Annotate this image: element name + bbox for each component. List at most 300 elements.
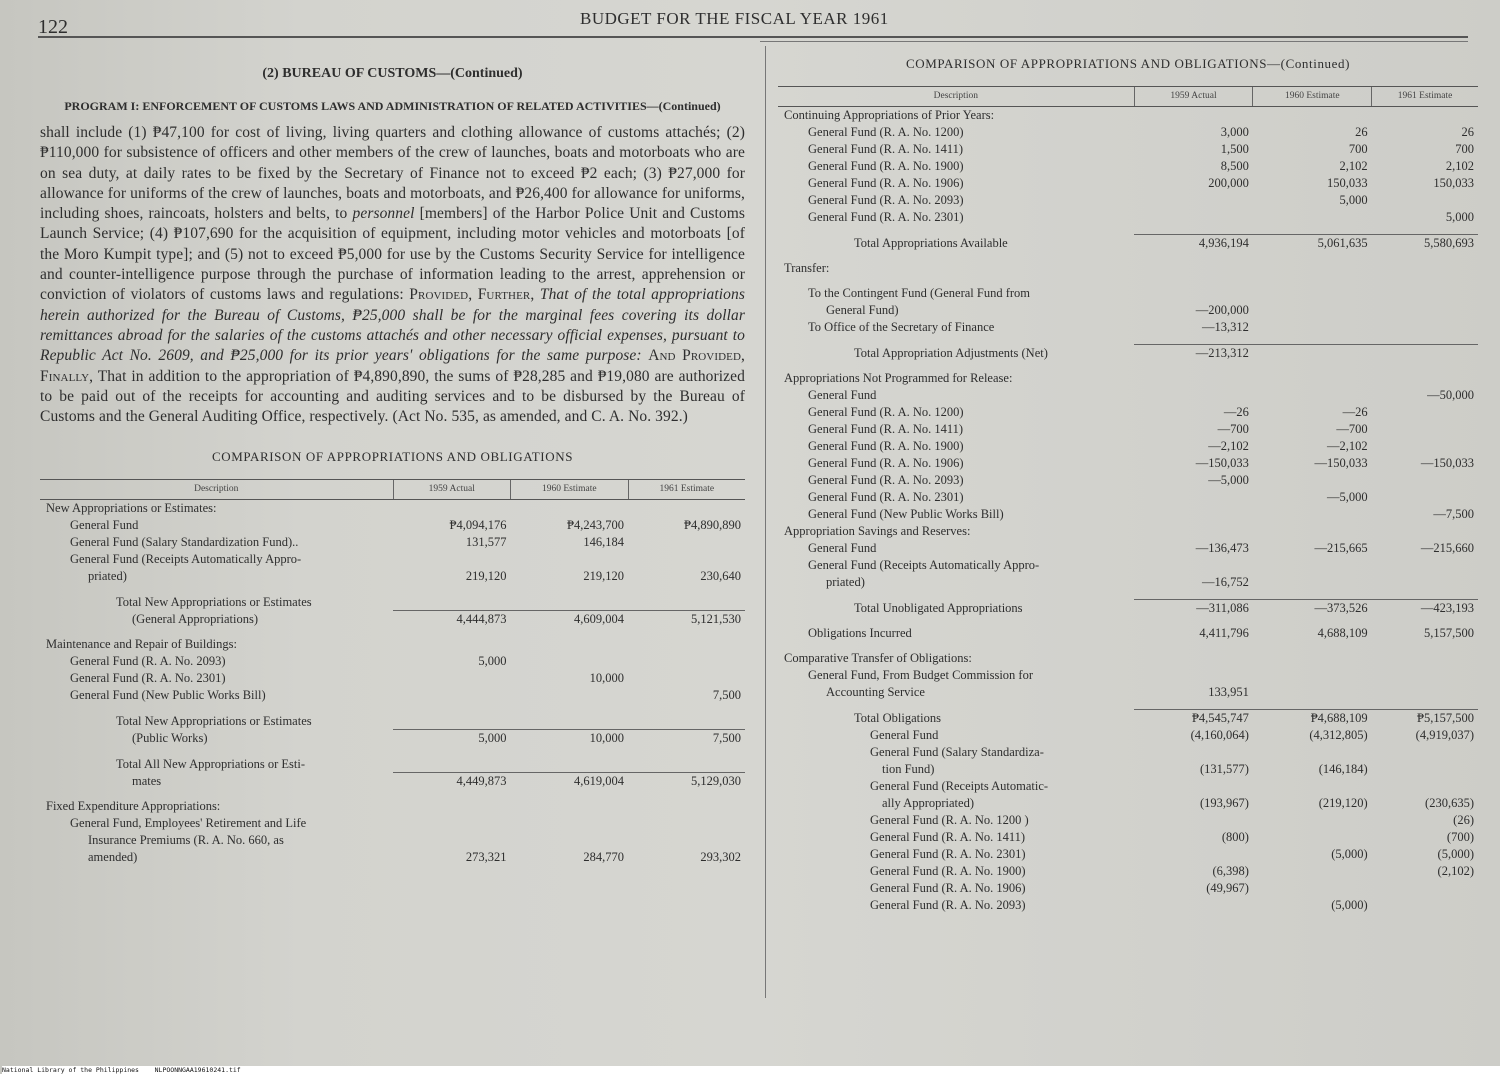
row-description: Comparative Transfer of Obligations: [784,651,972,665]
value-1961 [1372,650,1478,667]
value-1961 [1372,778,1478,795]
row-description: Total Appropriation Adjustments (Net) [854,346,1048,360]
value-1960: 284,770 [583,850,624,865]
value-1960: 5,000 [1339,193,1368,207]
comparison-title: COMPARISON OF APPROPRIATIONS AND OBLIGATIONS [211,449,574,465]
row-description: General Fund (Salary Standardization Fund).. [70,535,299,550]
row-description: General Fund (R. A. No. 1900) [870,864,1026,878]
value-1961 [628,832,745,849]
table-row [778,421,1478,438]
row-description: New Appropriations or Estimates: [46,501,217,516]
row-description: General Fund (R. A. No. 2093) [808,193,964,207]
value-1959: 8,500 [1220,159,1249,173]
value-1960: —5,000 [1327,490,1368,504]
value-1959 [393,551,511,568]
table-row [40,832,745,849]
value-1959 [1134,260,1253,277]
value-1961: 26 [1461,125,1474,139]
value-1960 [1253,345,1372,363]
value-1961 [1372,897,1478,914]
value-1960 [1253,260,1372,277]
value-1960: (146,184) [1318,762,1368,776]
value-1959: —16,752 [1202,575,1249,589]
value-1961 [1372,523,1478,540]
value-1959: 200,000 [1208,176,1249,190]
value-1959 [1134,370,1253,387]
header-rule [38,36,1468,38]
table-row [778,812,1478,829]
value-1959 [393,755,511,773]
row-description: mates [132,774,162,789]
row-description: Maintenance and Repair of Buildings: [46,637,237,652]
program-title: PROGRAM I: ENFORCEMENT OF CUSTOMS LAWS AND ADMINISTRATION OF RELATED ACTIVITIES—(Continued) [64,99,721,113]
table-row [778,260,1478,277]
table-row [778,455,1478,472]
table-row [778,667,1478,684]
appropriations-table-left [40,479,745,866]
row-description: General Fund (R. A. No. 1411) [808,142,964,156]
value-1959 [1134,897,1253,914]
value-1959 [1134,650,1253,667]
value-1959: 4,444,873 [393,611,511,629]
row-description: General Fund (Salary Standardiza- [870,745,1044,759]
table-row [40,849,745,866]
row-description: General Fund [870,728,939,742]
value-1961 [1372,761,1478,778]
table-row [778,744,1478,761]
value-1961: 5,000 [1445,210,1474,224]
value-1959: —311,086 [1134,600,1253,618]
section-title: (2) BUREAU OF CUSTOMS—(Continued) [262,66,523,81]
value-1961 [1372,107,1478,125]
table-row [40,611,745,629]
row-description: General Fund) [826,303,899,317]
table-row [778,523,1478,540]
row-description: priated) [826,575,865,589]
value-1961 [1372,260,1478,277]
row-description: General Fund (R. A. No. 2093) [808,473,964,487]
value-1961: 7,500 [628,730,745,748]
row-description: (Public Works) [132,731,208,746]
table-row [778,209,1478,226]
table-row [778,302,1478,319]
row-description: General Fund (R. A. No. 1900) [808,159,964,173]
table-row [778,387,1478,404]
value-1959: —700 [1217,422,1249,436]
value-1960 [1253,667,1372,684]
value-1960: 4,688,109 [1317,626,1368,640]
value-1960 [1253,812,1372,829]
table-row [40,500,745,518]
row-description: General Fund (R. A. No. 1906) [808,176,964,190]
value-1960 [1253,829,1372,846]
table-row [778,285,1478,302]
value-1960 [1253,744,1372,761]
table-row [778,345,1478,363]
table-row [778,235,1478,253]
spacer-row [40,585,745,593]
col-header-1959: 1959 Actual [1134,87,1253,107]
row-description: General Fund [70,518,139,533]
col-header-1959: 1959 Actual [393,480,511,500]
value-1959 [393,687,511,704]
table-row [40,670,745,687]
value-1959 [1134,285,1253,302]
value-1960 [511,798,629,815]
value-1960 [1253,880,1372,897]
value-1959: —136,473 [1195,541,1249,555]
value-1960: —150,033 [1314,456,1368,470]
row-description: General Fund (R. A. No. 1200) [808,405,964,419]
row-description: General Fund (Receipts Automatically Appro- [808,558,1040,572]
value-1959: 5,000 [393,730,511,748]
value-1961 [1372,557,1478,574]
para-text-2: [members] of the Harbor Police Unit and Customs Launch Service; (4) ₱107,690 for the acquisition of equipment, including motor vehicles and motorboats [of the Moro Kumpit type]; and (5) not to exceed ₱5,000 for use by the Customs Security Service for intelligence and counter-intelligence purpose through the purchase of information leading to the arrest, apprehension or conviction of violators of customs laws and regulations: [40,205,746,304]
value-1960 [511,636,629,653]
value-1961: 5,121,530 [628,611,745,629]
value-1960 [511,551,629,568]
table-row [778,863,1478,880]
table-row [40,568,745,585]
spacer-row [40,628,745,636]
table-row [40,534,745,551]
value-1959: (4,160,064) [1190,728,1249,742]
left-column [40,60,745,866]
table-row [778,141,1478,158]
value-1959: (193,967) [1199,796,1249,810]
row-description: General Fund (New Public Works Bill) [70,688,266,703]
row-description: General Fund (R. A. No. 1411) [808,422,964,436]
value-1960 [511,593,629,611]
value-1960 [1253,778,1372,795]
row-description: Total Obligations [854,711,941,725]
page-title: BUDGET FOR THE FISCAL YEAR 1961 [580,9,889,28]
spacer-row [778,226,1478,235]
value-1961 [1372,574,1478,591]
row-description: Total New Appropriations or Estimates [116,713,312,728]
table-row [778,489,1478,506]
col-header-1960: 1960 Estimate [1253,87,1372,107]
value-1961: —50,000 [1427,388,1474,402]
row-description: Total New Appropriations or Estimates [116,594,312,609]
body-paragraph [40,123,745,427]
value-1961 [1372,472,1478,489]
value-1960 [1253,209,1372,226]
value-1961: 150,033 [1433,176,1474,190]
row-description: tion Fund) [882,762,935,776]
value-1960: 5,061,635 [1253,235,1372,253]
value-1959: 4,936,194 [1134,235,1253,253]
value-1961: 230,640 [700,569,741,584]
row-description: General Fund (R. A. No. 1906) [870,881,1026,895]
value-1959 [1134,387,1253,404]
table-row [778,625,1478,642]
row-description: amended) [88,850,138,865]
table-row [778,370,1478,387]
row-description: General Fund, From Budget Commission for [808,668,1033,682]
table-row [778,795,1478,812]
table-row [778,650,1478,667]
value-1960 [1253,302,1372,319]
value-1959: (131,577) [1199,762,1249,776]
value-1960 [511,832,629,849]
column-divider [765,46,766,998]
value-1959: 219,120 [465,569,507,584]
value-1960: —215,665 [1314,541,1368,555]
value-1959 [393,593,511,611]
table-row [778,684,1478,701]
value-1960: ₱4,688,109 [1253,710,1372,728]
table-row [778,192,1478,209]
value-1960 [511,712,629,730]
table-row [778,124,1478,141]
value-1959 [393,670,511,687]
table-row [778,600,1478,618]
table-row [778,438,1478,455]
row-description: General Fund (R. A. No. 2301) [70,671,226,686]
col-header-1961: 1961 Estimate [1372,87,1478,107]
value-1959: —150,033 [1195,456,1249,470]
value-1961: —7,500 [1433,507,1474,521]
value-1959 [1134,192,1253,209]
value-1960: —26 [1342,405,1368,419]
row-description: Obligations Incurred [808,626,912,640]
table-row [778,574,1478,591]
value-1960: —373,526 [1253,600,1372,618]
row-description: General Fund (R. A. No. 2301) [808,210,964,224]
table-row [778,727,1478,744]
value-1959: —5,000 [1208,473,1249,487]
value-1961: 5,157,500 [1424,626,1474,640]
value-1959 [1134,744,1253,761]
value-1960: (219,120) [1318,796,1368,810]
appropriations-table-right [778,86,1478,914]
row-description: Insurance Premiums (R. A. No. 660, as [88,833,284,848]
row-description: Continuing Appropriations of Prior Years: [784,108,995,122]
value-1960: 4,619,004 [511,773,629,791]
spacer-row [40,704,745,712]
value-1961 [628,798,745,815]
para-italic-2: That of the total appropriations herein authorized for the Bureau of Customs, ₱25,000 shall be for the marginal fees covering its dollar remittances abroad for the salaries of the customs attachés and other necessary official expenses, pursuant to Republic Act No. 2609, and ₱25,000 for its prior years' obligations for the same purpose: [40,286,745,365]
row-description: ally Appropriated) [882,796,974,810]
value-1961: ₱4,890,890 [684,518,741,533]
value-1959: 273,321 [465,850,507,865]
table-row [778,846,1478,863]
value-1961: —150,033 [1420,456,1474,470]
spacer-row [40,790,745,798]
scan-footer [2,1066,1500,1074]
value-1959: (6,398) [1212,864,1249,878]
table-row [40,687,745,704]
table-row [40,815,745,832]
value-1961: 700 [1455,142,1474,156]
value-1961 [1372,489,1478,506]
table-row [778,107,1478,125]
value-1959 [1134,107,1253,125]
row-description: (General Appropriations) [132,612,259,627]
row-description: To the Contingent Fund (General Fund from [808,286,1031,300]
value-1959 [393,832,511,849]
value-1960 [1253,387,1372,404]
row-description: General Fund [808,388,877,402]
table-row [40,653,745,670]
value-1959 [393,815,511,832]
row-description: General Fund (R. A. No. 2301) [870,847,1026,861]
row-description: priated) [88,569,127,584]
value-1961 [628,593,745,611]
value-1960 [511,687,629,704]
value-1959: ₱4,545,747 [1134,710,1253,728]
value-1960 [1253,319,1372,336]
value-1959 [1134,778,1253,795]
value-1960: (4,312,805) [1309,728,1368,742]
table-row [778,506,1478,523]
value-1959: 4,411,796 [1199,626,1249,640]
row-description: General Fund (Receipts Automatically Appro- [70,552,302,567]
value-1961 [1372,421,1478,438]
value-1961 [628,712,745,730]
value-1961 [628,653,745,670]
value-1961 [1372,370,1478,387]
value-1960 [1253,574,1372,591]
value-1961: 5,129,030 [628,773,745,791]
table-row [40,712,745,730]
value-1959 [1134,557,1253,574]
table-row [778,472,1478,489]
table-row [40,755,745,773]
value-1961 [1372,880,1478,897]
value-1960: 146,184 [583,535,624,550]
header-rule-secondary [760,41,1468,42]
value-1961 [628,551,745,568]
value-1960: 10,000 [511,730,629,748]
row-description: Transfer: [784,261,830,275]
para-provided-2: And Provided, Finally, [40,347,745,385]
value-1961: 293,302 [700,850,741,865]
value-1961 [1372,192,1478,209]
table-row [40,593,745,611]
value-1960 [1253,523,1372,540]
table-row [778,158,1478,175]
value-1960 [511,815,629,832]
value-1961: 5,580,693 [1372,235,1478,253]
value-1961 [1372,404,1478,421]
value-1961: (230,635) [1425,796,1474,810]
comparison-title-continued: COMPARISON OF APPROPRIATIONS AND OBLIGATIONS—(Continued) [905,56,1351,71]
value-1959: —2,102 [1208,439,1249,453]
table-row [778,404,1478,421]
col-header-description: Description [40,480,393,500]
value-1959: 133,951 [1208,685,1249,699]
table-row [40,773,745,791]
value-1959 [1134,489,1253,506]
value-1961 [1372,285,1478,302]
para-text-1: shall include (1) ₱47,100 for cost of living, living quarters and clothing allowance of customs attachés; (2) ₱110,000 for subsistence of officers and other members of the crew of launches, boats and motorboats who are on sea duty, at daily rates to be fixed by the Secretary of Finance not to exceed ₱2 each; (3) ₱27,000 for allowance for uniforms of the crew of launches, boats and motorboats, and ₱26,400 for allowance for uniforms, including shoes, raincoats, holsters and belts, to [40,124,745,223]
value-1961: (26) [1453,813,1474,827]
table-row [40,636,745,653]
row-description: Appropriation Savings and Reserves: [784,524,971,538]
value-1960 [1253,506,1372,523]
value-1961 [628,500,745,518]
value-1960: (5,000) [1331,847,1368,861]
value-1959: (49,967) [1206,881,1249,895]
value-1960: —2,102 [1327,439,1368,453]
value-1961: ₱5,157,500 [1372,710,1478,728]
value-1961: —215,660 [1420,541,1474,555]
para-text-3: That in addition to the appropriation of ₱4,890,890, the sums of ₱28,285 and ₱19,080 are authorized to be paid out of the receipts for accounting and auditing services and to be disbursed by the Bureau of Customs and the General Auditing Office, respectively. (Act No. 535, as amended, and C. A. No. 392.) [40,367,745,426]
value-1959 [1134,209,1253,226]
row-description: To Office of the Secretary of Finance [808,320,995,334]
table-row [778,761,1478,778]
table-row [778,557,1478,574]
table-row [778,880,1478,897]
value-1960: 219,120 [583,569,624,584]
row-description: General Fund (Receipts Automatic- [870,779,1049,793]
value-1961 [1372,319,1478,336]
table-row [40,730,745,748]
value-1961 [628,815,745,832]
table-row [778,175,1478,192]
table-row [778,829,1478,846]
value-1960 [1253,650,1372,667]
right-column [778,52,1478,914]
spacer-row [40,747,745,755]
value-1959 [393,636,511,653]
value-1961: 7,500 [712,688,741,703]
value-1959: —13,312 [1202,320,1249,334]
value-1959: —213,312 [1134,345,1253,363]
table-row [778,319,1478,336]
spacer-row [778,617,1478,625]
footer-file: NLPOONNGAA19610241.tif [154,1066,241,1074]
value-1961 [628,636,745,653]
value-1960 [511,500,629,518]
table-row [40,551,745,568]
value-1961 [1372,744,1478,761]
value-1961: (700) [1446,830,1474,844]
value-1960: ₱4,243,700 [567,518,624,533]
value-1961: (4,919,037) [1415,728,1474,742]
table-row [778,897,1478,914]
row-description: General Fund (R. A. No. 1200 ) [870,813,1029,827]
spacer-row [778,642,1478,650]
value-1960 [511,755,629,773]
row-description: Accounting Service [826,685,925,699]
row-description: Fixed Expenditure Appropriations: [46,799,221,814]
value-1960: 150,033 [1327,176,1368,190]
spacer-row [778,336,1478,345]
spacer-row [778,701,1478,710]
row-description: Total Appropriations Available [854,236,1008,250]
value-1960 [511,653,629,670]
spacer-row [778,362,1478,370]
value-1961 [1372,302,1478,319]
value-1960: (5,000) [1331,898,1368,912]
value-1959 [1134,812,1253,829]
value-1959 [1134,667,1253,684]
value-1961: (2,102) [1437,864,1474,878]
value-1960: 4,609,004 [511,611,629,629]
page-number: 122 [38,16,68,38]
row-description: General Fund (R. A. No. 1906) [808,456,964,470]
value-1959 [393,798,511,815]
value-1959 [393,500,511,518]
value-1960: 2,102 [1339,159,1368,173]
value-1959 [1134,523,1253,540]
value-1959: 3,000 [1220,125,1249,139]
value-1959: 4,449,873 [393,773,511,791]
row-description: General Fund (R. A. No. 1411) [870,830,1026,844]
